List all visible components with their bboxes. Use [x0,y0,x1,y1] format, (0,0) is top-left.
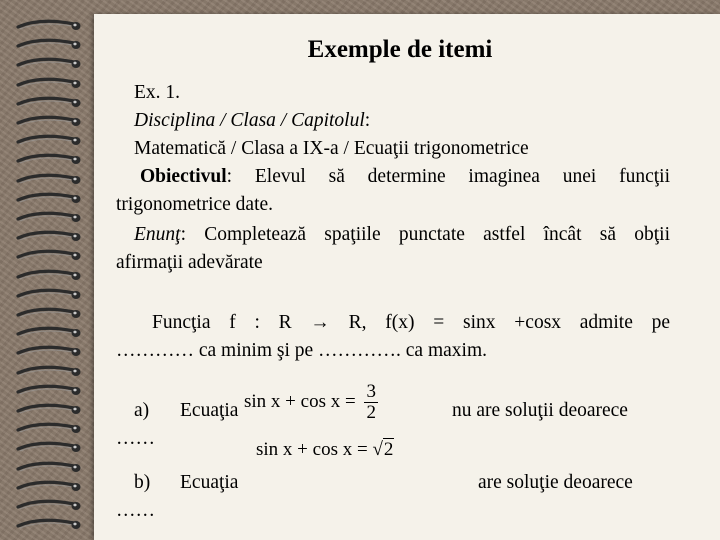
discipline-label: Disciplina / Clasa / Capitolul [134,110,365,131]
spiral-coil [14,306,82,320]
spiral-coil [14,248,82,262]
enunt-label: Enunţ [134,224,181,245]
equation-1-fraction [364,382,378,423]
item-b-label: b) [134,472,151,493]
spiral-coil [14,229,82,243]
spiral-coil [14,402,82,416]
spiral-coil [14,498,82,512]
equation-2 [256,439,394,461]
item-b-dots: …… [116,500,155,521]
objective-text: : Elevul să determine imaginea unei funcţii [226,166,670,187]
equation-1-denominator: 2 [366,402,376,423]
function-statement: Funcţia f : R → R, f(x) = sinx +cosx admite pe [152,312,670,333]
item-a-label: a) [134,400,150,421]
item-b-word: Ecuaţia [180,472,239,493]
item-b-tail: are soluţie deoarece [478,472,633,493]
equation-2-sqrt: √2 [372,439,394,460]
slide-title: Exemple de itemi [307,36,493,63]
equation-1-numerator: 3 [366,381,376,402]
function-blanks: ………… ca minim şi pe …………. ca maxim. [116,340,487,361]
equation-1-left: sin x + cos x = [244,390,356,412]
spiral-coil [14,133,82,147]
spiral-coil [14,18,82,32]
spiral-coil [14,287,82,301]
objective-label: Obiectivul [140,166,227,187]
spiral-coil [14,268,82,282]
discipline-line [134,107,370,135]
item-a-word: Ecuaţia [180,400,239,421]
enunt-line [134,221,670,249]
equation-2-left: sin x + cos x = [256,439,368,460]
enunt-continuation: afirmaţii adevărate [116,252,263,273]
spiral-binding [0,0,90,540]
spiral-coil [14,517,82,531]
spiral-coil [14,440,82,454]
enunt-text: : Completează spaţiile punctate astfel încât să obţii [180,224,670,245]
spiral-coil [14,479,82,493]
discipline-colon: : [364,110,371,131]
spiral-coil [14,421,82,435]
spiral-coil [14,344,82,358]
equation-1 [244,382,378,423]
item-a-tail: nu are soluţii deoarece [452,400,628,421]
spiral-coil [14,460,82,474]
spiral-coil [14,95,82,109]
notebook-paper [94,14,720,540]
item-a-dots: …… [116,428,155,449]
spiral-coil [14,114,82,128]
discipline-value: Matematică / Clasa a IX-a / Ecuaţii trigonometrice [134,138,529,159]
spiral-coil [14,383,82,397]
spiral-coil [14,152,82,166]
objective-line [140,163,670,191]
spiral-coil [14,191,82,205]
equation-2-radicand: 2 [383,439,394,460]
spiral-coil [14,364,82,378]
objective-continuation: trigonometrice date. [116,194,274,215]
spiral-coil [14,325,82,339]
exercise-label: Ex. 1. [134,82,181,103]
spiral-coil [14,210,82,224]
spiral-coil [14,76,82,90]
spiral-coil [14,172,82,186]
